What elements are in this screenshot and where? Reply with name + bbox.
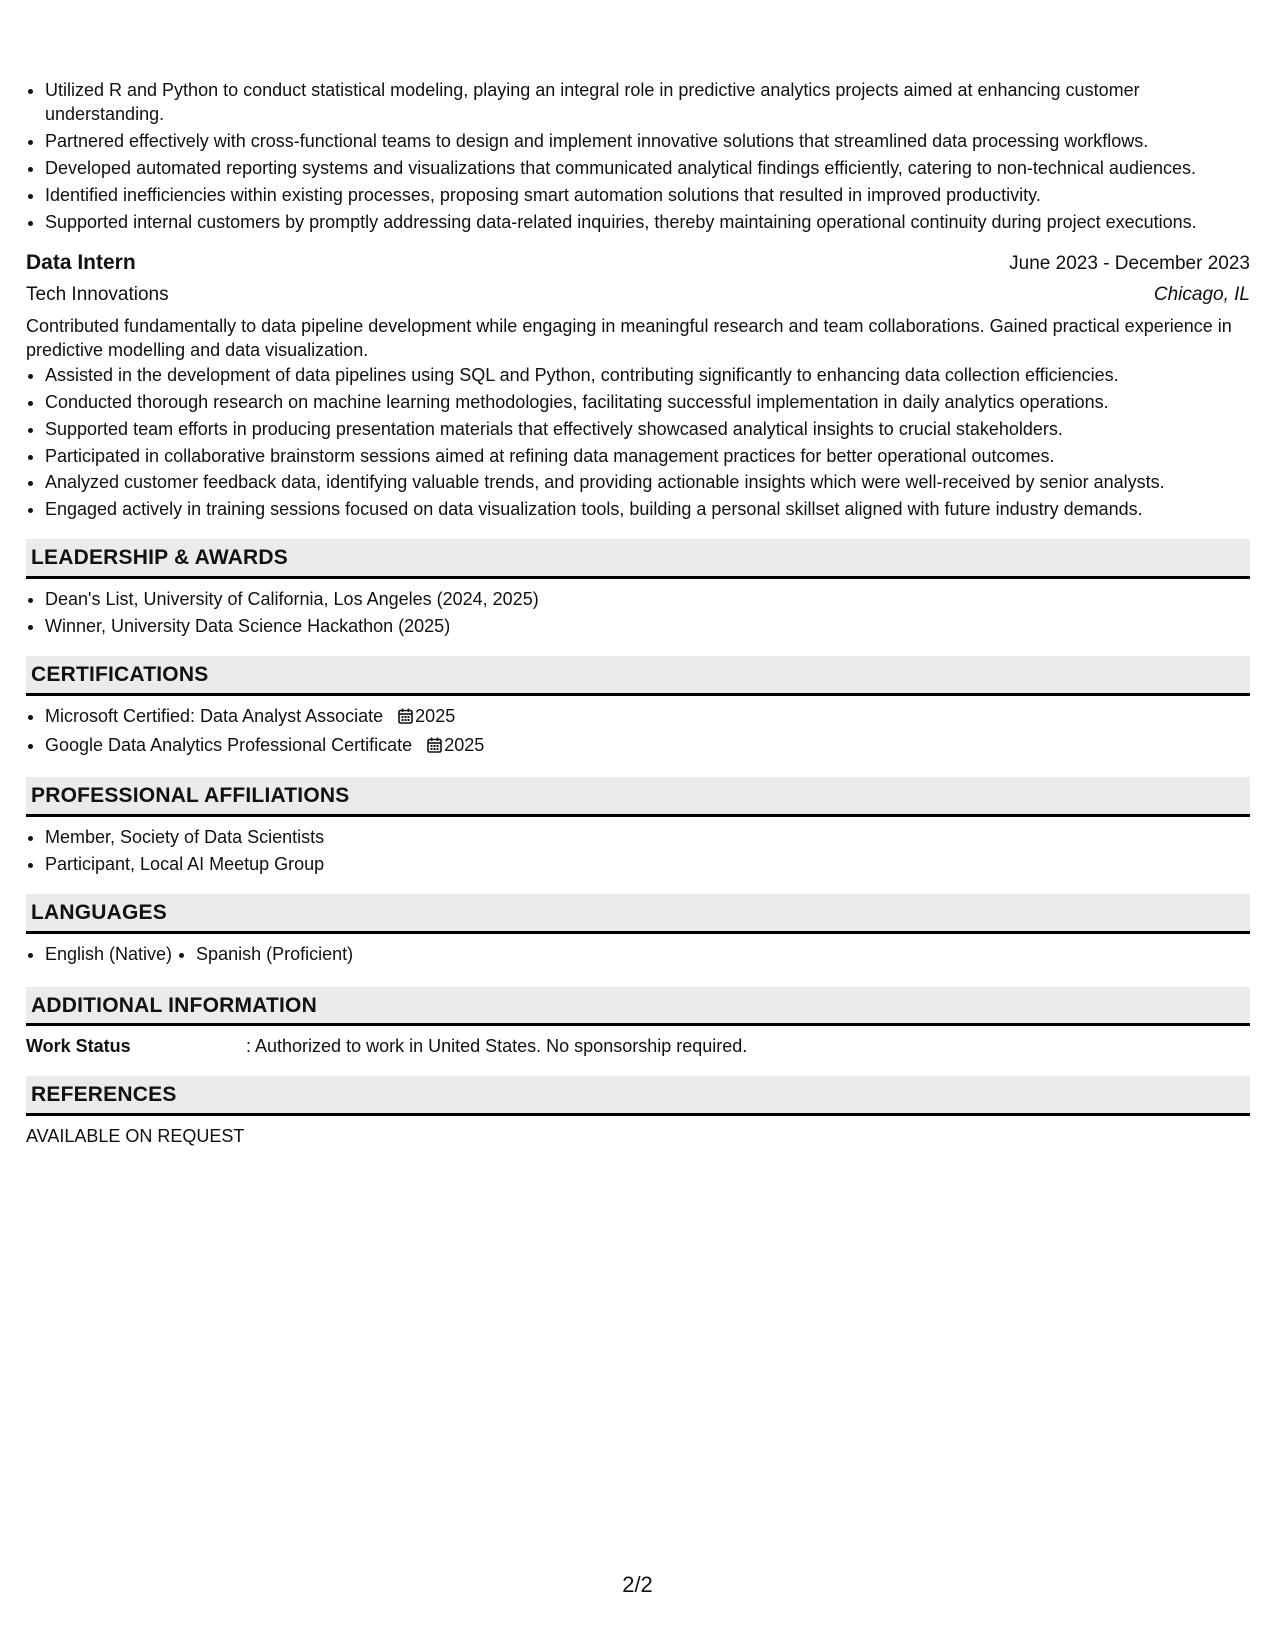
list-item: • Supported internal customers by promptly addressing data-related inquiries, thereby maintaining operational continuity during project executions. [45, 211, 1250, 235]
certifications-list [26, 705, 1250, 760]
job-bullets [26, 364, 1250, 523]
page-number: 2/2 [622, 1572, 653, 1597]
job-location: Chicago, IL [1153, 283, 1250, 305]
cert-date [398, 706, 455, 726]
calendar-icon [427, 736, 442, 760]
job-subheader [26, 282, 1250, 307]
list-item: • Winner, University Data Science Hackathon (2025) [45, 615, 1250, 639]
list-item: • English (Native) [45, 943, 172, 967]
list-item: • Utilized R and Python to conduct statistical modeling, playing an integral role in predictive analytics projects aimed at enhancing customer understanding. [45, 79, 1250, 127]
awards-list [26, 588, 1250, 639]
job-title: Data Intern [26, 250, 136, 274]
list-item: • Analyzed customer feedback data, identifying valuable trends, and providing actionable insights which were well-received by senior analysts. [45, 471, 1250, 495]
list-item [45, 705, 1250, 731]
section-heading-certifications: CERTIFICATIONS [26, 656, 1250, 696]
work-status-value: : Authorized to work in United States. No sponsorship required. [246, 1036, 748, 1057]
cert-name: Google Data Analytics Professional Certificate [45, 734, 413, 755]
list-item: • Member, Society of Data Scientists [45, 826, 1250, 850]
references-text: AVAILABLE ON REQUEST [26, 1126, 245, 1147]
list-item: • Participated in collaborative brainstorm sessions aimed at refining data management practices for better operational outcomes. [45, 445, 1250, 469]
cert-date [427, 735, 484, 755]
cert-name: Microsoft Certified: Data Analyst Associate [45, 706, 384, 727]
section-heading-references: REFERENCES [26, 1076, 1250, 1116]
section-heading-awards: LEADERSHIP & AWARDS [26, 539, 1250, 579]
affiliations-list [26, 826, 1250, 877]
experience-bullets-previous [26, 79, 1250, 235]
job-company: Tech Innovations [26, 283, 169, 305]
list-item: • Developed automated reporting systems and visualizations that communicated analytical findings efficiently, catering to non-technical audiences. [45, 157, 1250, 181]
job-dates: June 2023 - December 2023 [1009, 252, 1250, 274]
section-heading-languages: LANGUAGES [26, 894, 1250, 934]
languages-list [26, 943, 1250, 970]
cert-year: 2025 [415, 706, 456, 727]
work-status-row [26, 1035, 1250, 1059]
list-item: • Participant, Local AI Meetup Group [45, 853, 1250, 877]
list-item [45, 734, 1250, 760]
work-status-label: Work Status [26, 1036, 131, 1057]
list-item: • Assisted in the development of data pipelines using SQL and Python, contributing significantly to enhancing data collection efficiencies. [45, 364, 1250, 388]
calendar-icon [398, 707, 413, 731]
list-item: • Dean's List, University of California, Los Angeles (2024, 2025) [45, 588, 1250, 612]
job-summary: Contributed fundamentally to data pipeline development while engaging in meaningful research and team collaborations. Gained practical experience in predictive modelling and data visualization. [26, 315, 1232, 360]
section-heading-affiliations: PROFESSIONAL AFFILIATIONS [26, 777, 1250, 817]
cert-year: 2025 [444, 734, 485, 755]
resume-content [26, 79, 1250, 1149]
job-header [26, 249, 1250, 277]
section-heading-additional-info: ADDITIONAL INFORMATION [26, 987, 1250, 1027]
list-item: • Identified inefficiencies within existing processes, proposing smart automation solutions that resulted in improved productivity. [45, 184, 1250, 208]
list-item: • Engaged actively in training sessions focused on data visualization tools, building a personal skillset aligned with future industry demands. [45, 498, 1250, 522]
list-item: • Conducted thorough research on machine learning methodologies, facilitating successful implementation in daily analytics operations. [45, 391, 1250, 415]
list-item: • Supported team efforts in producing presentation materials that effectively showcased analytical insights to crucial stakeholders. [45, 418, 1250, 442]
list-item: • Partnered effectively with cross-functional teams to design and implement innovative solutions that streamlined data processing workflows. [45, 130, 1250, 154]
list-item: • Spanish (Proficient) [196, 943, 353, 967]
